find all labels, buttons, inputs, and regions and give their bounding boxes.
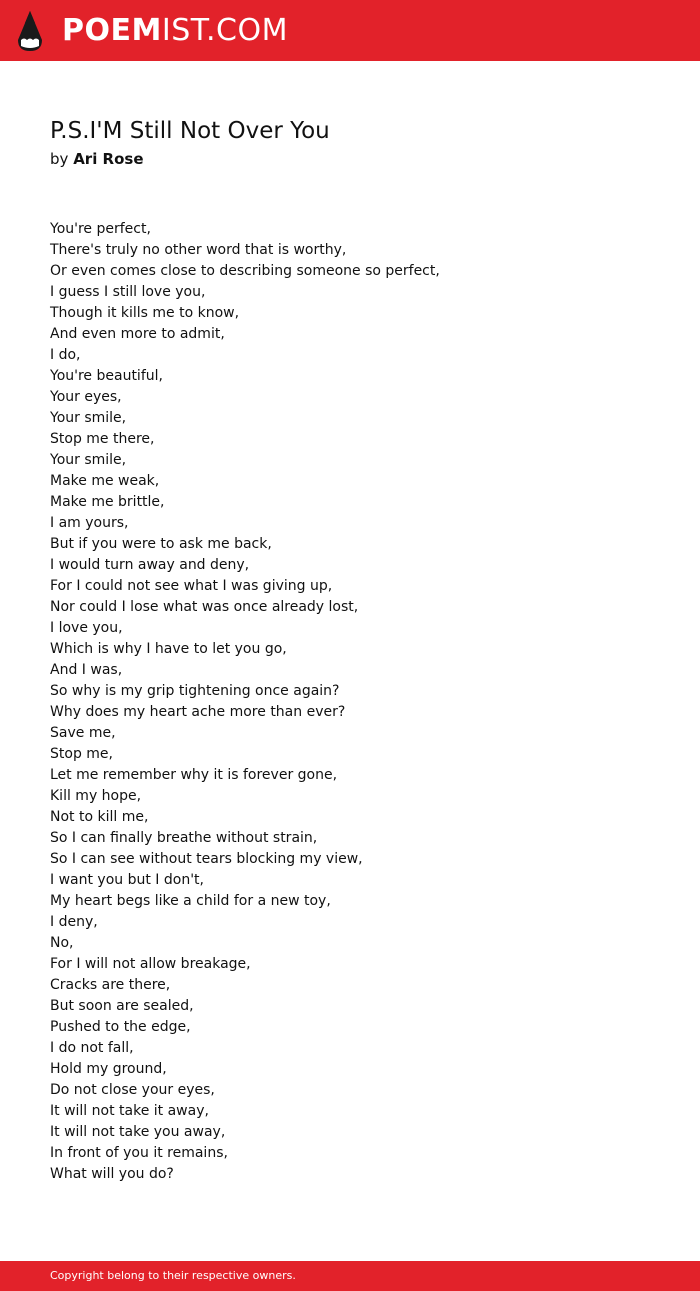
poem-line: It will not take it away, xyxy=(50,1103,209,1119)
poem-line: Stop me there, xyxy=(50,431,155,447)
poem-line: I do, xyxy=(50,347,81,363)
poem-line: Why does my heart ache more than ever? xyxy=(50,704,346,720)
poem-line: So I can see without tears blocking my view, xyxy=(50,851,363,867)
poem-line: But soon are sealed, xyxy=(50,998,194,1014)
poem-line: You're beautiful, xyxy=(50,368,163,384)
poem-title: P.S.I'M Still Not Over You xyxy=(50,118,330,144)
poem-line: Or even comes close to describing someone so perfect, xyxy=(50,263,440,279)
poem-line: But if you were to ask me back, xyxy=(50,536,272,552)
poem-line: You're perfect, xyxy=(50,221,151,237)
copyright-text: Copyright belong to their respective owners. xyxy=(50,1269,296,1282)
poem-line: There's truly no other word that is worthy, xyxy=(50,242,347,258)
author-name: Ari Rose xyxy=(73,150,144,168)
by-label: by xyxy=(50,150,69,168)
poem-line: I want you but I don't, xyxy=(50,872,204,888)
poem-line: No, xyxy=(50,935,74,951)
logo-light-text: IST.COM xyxy=(161,13,288,48)
poem-line: Though it kills me to know, xyxy=(50,305,240,321)
poem-line: Do not close your eyes, xyxy=(50,1082,215,1098)
poem-byline xyxy=(50,148,144,170)
poem-line: Stop me, xyxy=(50,746,113,762)
poem-line: And even more to admit, xyxy=(50,326,225,342)
poem-line: And I was, xyxy=(50,662,123,678)
poem-line: I love you, xyxy=(50,620,123,636)
poem-body xyxy=(50,219,670,1185)
poem-line: Kill my hope, xyxy=(50,788,142,804)
poem-line: In front of you it remains, xyxy=(50,1145,228,1161)
poem-line: I guess I still love you, xyxy=(50,284,206,300)
site-footer xyxy=(0,1261,700,1291)
poem-line: Nor could I lose what was once already lost, xyxy=(50,599,359,615)
poem-line: Pushed to the edge, xyxy=(50,1019,191,1035)
poem-line: I would turn away and deny, xyxy=(50,557,250,573)
site-header xyxy=(0,0,700,61)
poem-line: Let me remember why it is forever gone, xyxy=(50,767,338,783)
poem-line: So why is my grip tightening once again? xyxy=(50,683,340,699)
poem-line: What will you do? xyxy=(50,1166,174,1182)
poem-line: Your smile, xyxy=(50,410,127,426)
poem-line: Your smile, xyxy=(50,452,127,468)
poem-line: Which is why I have to let you go, xyxy=(50,641,287,657)
poem-line: Your eyes, xyxy=(50,389,122,405)
poem-line: Not to kill me, xyxy=(50,809,149,825)
poem-line: It will not take you away, xyxy=(50,1124,226,1140)
pencil-tip-icon[interactable] xyxy=(17,10,43,52)
poem-line: Make me brittle, xyxy=(50,494,165,510)
poem-line: Save me, xyxy=(50,725,116,741)
poem-line: I deny, xyxy=(50,914,98,930)
poem-line: I am yours, xyxy=(50,515,129,531)
poem-line: My heart begs like a child for a new toy, xyxy=(50,893,331,909)
poem-line: For I could not see what I was giving up, xyxy=(50,578,333,594)
poem-line: For I will not allow breakage, xyxy=(50,956,251,972)
site-logo[interactable] xyxy=(62,12,288,50)
poem-line: Cracks are there, xyxy=(50,977,171,993)
poem-line: Hold my ground, xyxy=(50,1061,167,1077)
poem-line: Make me weak, xyxy=(50,473,160,489)
logo-bold-text: POEM xyxy=(62,13,162,48)
poem-line: So I can finally breathe without strain, xyxy=(50,830,318,846)
poem-line: I do not fall, xyxy=(50,1040,134,1056)
